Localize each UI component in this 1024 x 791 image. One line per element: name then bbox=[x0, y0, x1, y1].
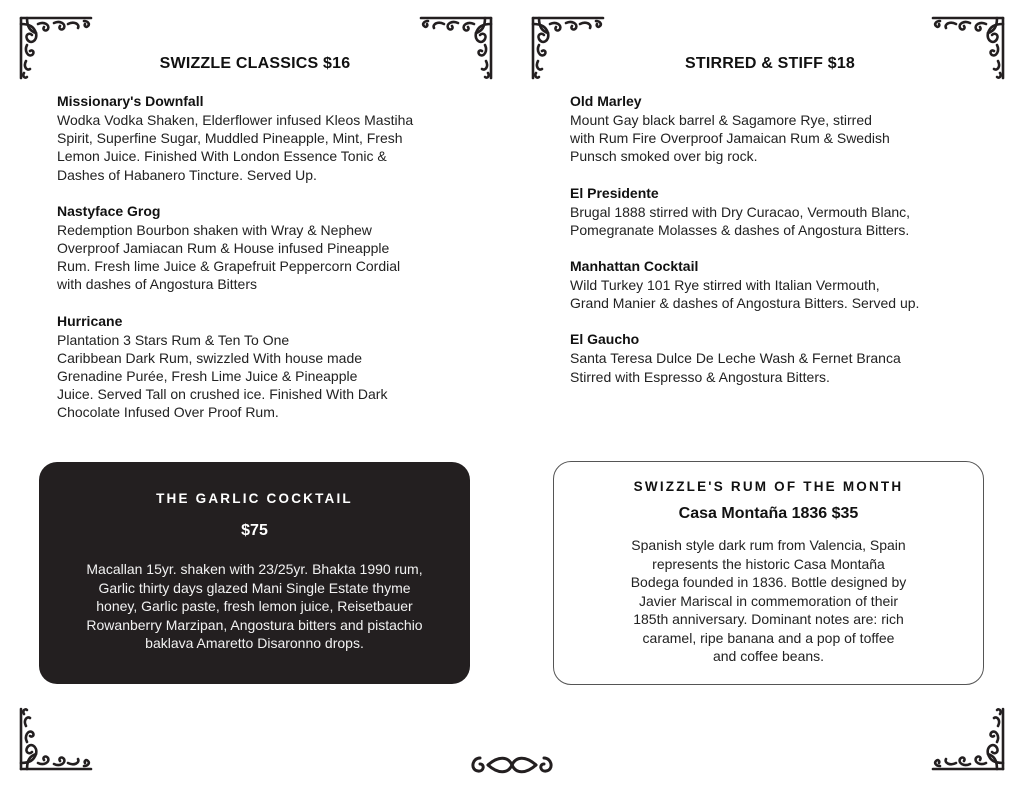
ornamental-corner-icon bbox=[930, 706, 1006, 772]
menu-item bbox=[570, 330, 980, 385]
menu-item bbox=[570, 257, 980, 312]
menu-item-name: El Gaucho bbox=[570, 331, 640, 348]
menu-item-description: Brugal 1888 stirred with Dry Curacao, Vermouth Blanc, Pomegranate Molasses & dashes of Angostura Bitters. bbox=[570, 203, 911, 238]
rum-of-the-month-box bbox=[553, 461, 984, 685]
ornamental-corner-icon bbox=[18, 706, 94, 772]
rum-of-the-month-heading: SWIZZLE'S RUM OF THE MONTH bbox=[633, 479, 904, 494]
menu-item-name: Manhattan Cocktail bbox=[570, 258, 699, 275]
menu-item-description: Wild Turkey 101 Rye stirred with Italian Vermouth, Grand Manier & dashes of Angostura Bitters. Served up. bbox=[570, 277, 920, 312]
rum-of-the-month-subtitle: Casa Montaña 1836 $35 bbox=[678, 505, 859, 522]
section-title-stirred-and-stiff: STIRRED & STIFF $18 bbox=[684, 55, 856, 72]
menu-item-description: Mount Gay black barrel & Sagamore Rye, stirred with Rum Fire Overproof Jamaican Rum & Swedish Punsch smoked over big rock. bbox=[570, 112, 890, 165]
section-title-swizzle-classics: SWIZZLE CLASSICS $16 bbox=[159, 55, 351, 72]
garlic-cocktail-heading: THE GARLIC COCKTAIL bbox=[156, 491, 353, 506]
menu-item-description: Redemption Bourbon shaken with Wray & Nephew Overproof Jamiacan Rum & House infused Pineapple Rum. Fresh lime Juice & Grapefruit Peppercorn Cordial with dashes of Angostura Bitters bbox=[57, 221, 401, 293]
swizzle-classics-list bbox=[57, 92, 452, 440]
rum-of-the-month-description: Spanish style dark rum from Valencia, Spain represents the historic Casa Montaña Bodega founded in 1836. Bottle designed by Javier Mariscal in commemoration of their 185th anniversary. Dominant notes are: rich caramel, ripe banana and a pop of toffee and coffee beans. bbox=[630, 537, 907, 664]
menu-item-description: Santa Teresa Dulce De Leche Wash & Fernet Branca Stirred with Espresso & Angostura Bitters. bbox=[570, 350, 901, 385]
menu-item bbox=[57, 312, 452, 422]
menu-item bbox=[57, 202, 452, 294]
garlic-cocktail-box bbox=[39, 462, 470, 684]
menu-item-name: El Presidente bbox=[570, 184, 659, 201]
menu-item-name: Hurricane bbox=[57, 312, 123, 329]
garlic-cocktail-price: $75 bbox=[241, 522, 268, 539]
menu-item bbox=[570, 184, 980, 239]
menu-item-name: Missionary's Downfall bbox=[57, 93, 204, 109]
menu-item-description: Plantation 3 Stars Rum & Ten To One Caribbean Dark Rum, swizzled With house made Grenadine Purée, Fresh Lime Juice & Pineapple Juice. Served Tall on crushed ice. Finished With Dark Chocolate Infused Over Proof Rum. bbox=[57, 331, 388, 421]
stirred-and-stiff-list bbox=[570, 92, 980, 404]
garlic-cocktail-description: Macallan 15yr. shaken with 23/25yr. Bhakta 1990 rum, Garlic thirty days glazed Mani Single Estate thyme honey, Garlic paste, fresh lemon juice, Reisetbauer Rowanberry Marzipan, Angostura bitters and pistachio baklava Amaretto Disaronno drops. bbox=[86, 561, 423, 651]
menu-item-name: Old Marley bbox=[570, 93, 642, 109]
menu-item bbox=[570, 92, 980, 166]
menu-item bbox=[57, 92, 452, 184]
flourish-scroll-icon bbox=[466, 750, 558, 780]
menu-item-description: Wodka Vodka Shaken, Elderflower infused Kleos Mastiha Spirit, Superfine Sugar, Muddled Pineapple, Mint, Fresh Lemon Juice. Finished With London Essence Tonic & Dashes of Habanero Tincture. Served Up. bbox=[57, 112, 414, 183]
menu-item-name: Nastyface Grog bbox=[57, 202, 161, 219]
